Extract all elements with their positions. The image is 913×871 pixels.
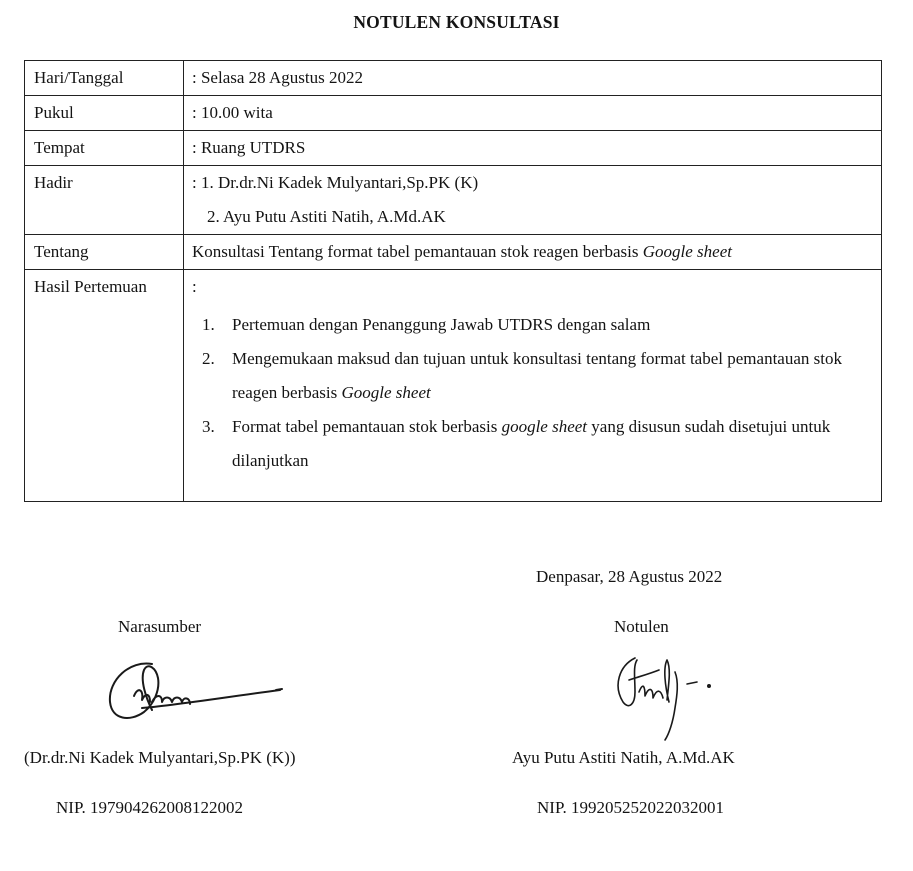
signature-note-taker bbox=[605, 652, 725, 742]
place-date: Denpasar, 28 Agustus 2022 bbox=[536, 567, 723, 586]
attendee-1: : 1. Dr.dr.Ni Kadek Mulyantari,Sp.PK (K) bbox=[192, 173, 479, 192]
speaker-name: (Dr.dr.Ni Kadek Mulyantari,Sp.PK (K)) bbox=[24, 748, 296, 767]
note-taker-nip: NIP. 199205252022032001 bbox=[537, 798, 725, 817]
list-item-text: Pertemuan dengan Penanggung Jawab UTDRS dengan salam bbox=[232, 315, 651, 334]
list-item-number: 1. bbox=[202, 315, 215, 334]
table-row bbox=[25, 131, 882, 166]
role-speaker: Narasumber bbox=[118, 617, 202, 636]
table-row bbox=[25, 166, 882, 235]
list-item-number: 3. bbox=[202, 417, 215, 436]
row-value-date: : Selasa 28 Agustus 2022 bbox=[184, 61, 882, 96]
list-item-text: Mengemukaan maksud dan tujuan untuk konsultasi tentang format tabel pemantauan stok reagen berbasis bbox=[232, 349, 842, 402]
results-colon: : bbox=[192, 277, 197, 296]
row-value-topic bbox=[184, 235, 882, 270]
table-row bbox=[25, 96, 882, 131]
list-item-text: Format tabel pemantauan stok berbasis bbox=[232, 417, 502, 436]
signature-speaker bbox=[100, 650, 290, 740]
list-item bbox=[202, 308, 875, 342]
row-value-results bbox=[184, 270, 882, 502]
row-label-time: Pukul bbox=[25, 96, 184, 131]
document-title: NOTULEN KONSULTASI bbox=[353, 12, 560, 32]
list-item-italic: Google sheet bbox=[341, 383, 431, 402]
table-row bbox=[25, 61, 882, 96]
signature-note-taker-drawing bbox=[605, 652, 725, 742]
table-row bbox=[25, 235, 882, 270]
row-value-attendees bbox=[184, 166, 882, 235]
role-note-taker: Notulen bbox=[614, 617, 669, 636]
table-row bbox=[25, 270, 882, 502]
row-label-place: Tempat bbox=[25, 131, 184, 166]
list-item-text-after: yang disusun sudah disetujui untuk dilanjutkan bbox=[232, 417, 831, 470]
minutes-table bbox=[24, 60, 882, 502]
list-item-number: 2. bbox=[202, 349, 215, 368]
row-value-time: : 10.00 wita bbox=[184, 96, 882, 131]
list-item bbox=[202, 410, 875, 478]
row-label-results: Hasil Pertemuan bbox=[25, 270, 184, 502]
note-taker-name: Ayu Putu Astiti Natih, A.Md.AK bbox=[512, 748, 735, 767]
list-item-italic: google sheet bbox=[501, 417, 588, 436]
row-label-topic: Tentang bbox=[25, 235, 184, 270]
topic-text: Konsultasi Tentang format tabel pemantauan stok reagen berbasis bbox=[192, 242, 643, 261]
speaker-nip: NIP. 197904262008122002 bbox=[56, 798, 244, 817]
signature-speaker-drawing bbox=[100, 650, 290, 740]
row-label-date: Hari/Tanggal bbox=[25, 61, 184, 96]
results-list bbox=[192, 308, 875, 478]
topic-italic: Google sheet bbox=[642, 242, 732, 261]
list-item bbox=[202, 342, 875, 410]
row-label-attendees: Hadir bbox=[25, 166, 184, 235]
attendee-2: 2. Ayu Putu Astiti Natih, A.Md.AK bbox=[207, 207, 446, 226]
row-value-place: : Ruang UTDRS bbox=[184, 131, 882, 166]
